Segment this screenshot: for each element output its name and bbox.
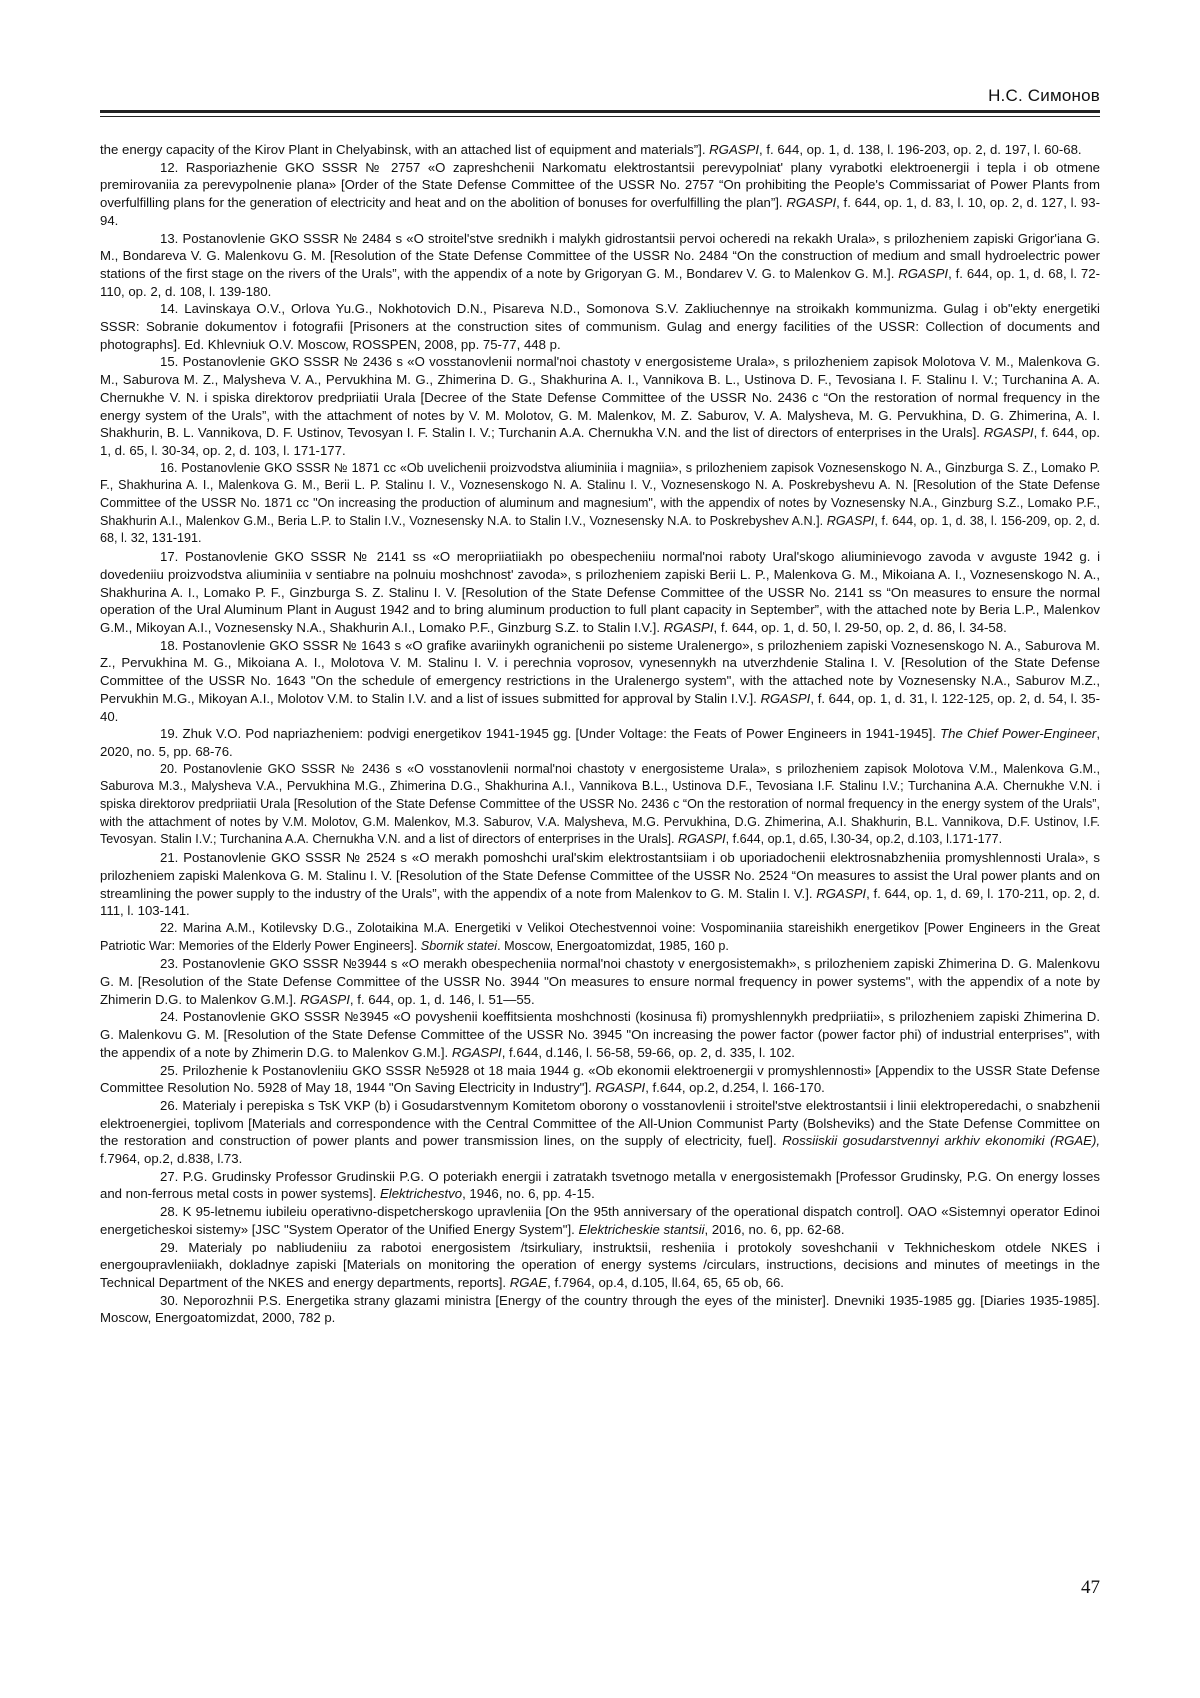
reference-list	[100, 141, 1100, 1327]
reference-item: 13. Postanovlenie GKO SSSR № 2484 s «O stroitel'stve srednikh i malykh gidrostantsii pervoi ocheredi na rekakh Urala», s prilozheniem zapiski Grigor'iana G. M., Bondareva V. G. Malenkovu G. M. [Resolution of the State Defense Committee of the USSR No. 2484 “On the construction of medium and small hydroelectric power stations of the first stage on the rivers of the Urals”, with the appendix of a note by Grigoryan G. M., Bondarev V. G. to Malenkov G. M.]. RGASPI, f. 644, op. 1, d. 68, l. 72-110, op. 2, d. 108, l. 139-180.	[100, 230, 1100, 299]
reference-item: 30. Neporozhnii P.S. Energetika strany glazami ministra [Energy of the country through the eyes of the minister]. Dnevniki 1935-1985 gg. [Diaries 1935-1985]. Moscow, Energoatomizdat, 2000, 782 p.	[100, 1292, 1100, 1326]
page-number: 47	[1081, 1577, 1100, 1598]
reference-item: 23. Postanovlenie GKO SSSR №3944 s «O merakh obespecheniia normal'noi chastoty v energosistemakh», s prilozheniem zapiski Zhimerina D. G. Malenkovu G. M. [Resolution of the State Defense Committee of the USSR No. 3944 "On measures to ensure normal frequency in power systems", with the appendix of a note by Zhimerin D.G. to Malenkov G.M.]. RGASPI, f. 644, op. 1, d. 146, l. 51—55.	[100, 956, 1100, 1007]
reference-item: 27. P.G. Grudinsky Professor Grudinskii P.G. O poteriakh energii i zatratakh tsvetnogo metalla v energosistemakh [Professor Grudinsky, P.G. On energy losses and non-ferrous metal costs in power systems]. Elektrichestvo, 1946, no. 6, pp. 4-15.	[100, 1168, 1100, 1202]
reference-item: 15. Postanovlenie GKO SSSR № 2436 s «O vosstanovlenii normal'noi chastoty v energosisteme Urala», s prilozheniem zapisok Molotova V. M., Malenkova G. M., Saburova M. Z., Malysheva V. A., Pervukhina M. G., Zhimerina D. G., Shakhurina A. I., Vannikova B. L., Ustinova D. F., Tevosiana I. F. Stalinu I. V.; Turchanina A. A. Chernukhe V. N. i spiska direktorov predpriiatii Urala [Decree of the State Defense Committee of the USSR No. 2436 c “On the restoration of normal frequency in the energy system of the Urals”, with the attachment of notes by V. M. Molotov, G. M. Malenkov, M. Z. Saburov, V. A. Malysheva, M. G. Pervukhina, D. G. Zhimerina, A. I. Shakhurin, B. L. Vannikova, D. F. Ustinov, Tevosyan I. F. Stalin I. V.; Turchanin A.A. Chernukha V.N. and the list of directors of enterprises in the Urals]. RGASPI, f. 644, op. 1, d. 65, l. 30-34, op. 2, d. 103, l. 171-177.	[100, 354, 1101, 458]
reference-item: 18. Postanovlenie GKO SSSR № 1643 s «O grafike avariinykh ogranichenii po sisteme Uralenergo», s prilozheniem zapiski Voznesenskogo N. A., Saburova M. Z., Pervukhina M. G., Mikoiana A. I., Molotova V. M. Stalinu I. V. i perechnia voprosov, vynesennykh na utverzhdenie Stalina I. V. [Resolution of the State Defense Committee of the USSR No. 1643 "On the schedule of emergency restrictions in the Uralenergo system", with the attached note by Voznesensky N.A., Saburov M.Z., Pervukhin M.G., Mikoyan A.I., Molotov V.M. to Stalin I.V. and a list of issues submitted for approval by Stalin I.V.]. RGASPI, f. 644, op. 1, d. 31, l. 122-125, op. 2, d. 54, l. 35-40.	[100, 637, 1101, 724]
reference-item: 25. Prilozhenie k Postanovleniiu GKO SSSR №5928 ot 18 maia 1944 g. «Ob ekonomii elektroenergii v promyshlennosti» [Appendix to the USSR State Defense Committee Resolution No. 5928 of May 18, 1944 "On Saving Electricity in Industry"]. RGASPI, f.644, op.2, d.254, l. 166-170.	[100, 1062, 1100, 1096]
reference-item: 12. Rasporiazhenie GKO SSSR № 2757 «O zapreshchenii Narkomatu elektrostantsii perevypolniat' plany vyrabotki elektroenergii i tepla i ob otmene premirovaniia za perevypolnenie plana» [Order of the State Defense Committee of the USSR No. 2757 “On prohibiting the People's Commissariat of Power Plants from overfulfilling plans for the generation of electricity and heat and on the abolition of bonuses for overfulfilling the plan”]. RGASPI, f. 644, op. 1, d. 83, l. 10, op. 2, d. 127, l. 93-94.	[100, 159, 1100, 228]
header-rule-thin	[100, 116, 1100, 117]
reference-item: 14. Lavinskaya O.V., Orlova Yu.G., Nokhotovich D.N., Pisareva N.D., Somonova S.V. Zakliuchennye na stroikakh kommunizma. Gulag i ob"ekty energetiki SSSR: Sobranie dokumentov i fotografii [Prisoners at the construction sites of communism. Gulag and energy facilities of the USSR: Collection of documents and photographs]. Ed. Khlevniuk O.V. Moscow, ROSSPEN, 2008, pp. 75-77, 448 p.	[100, 301, 1100, 352]
reference-item: 26. Materialy i perepiska s TsK VKP (b) i Gosudarstvennym Komitetom oborony o vosstanovlenii i stroitel'stve elektrostantsii i linii elektroperedachi, o snabzhenii elektroenergiei, toplivom [Materials and correspondence with the Central Committee of the All-Union Communist Party (Bolsheviks) and the State Defense Committee on the restoration and construction of power plants and power transmission lines, on the supply of electricity, fuel]. Rossiiskii gosudarstvennyi arkhiv ekonomiki (RGAE), f.7964, op.2, d.838, l.73.	[100, 1097, 1100, 1167]
reference-item: 19. Zhuk V.O. Pod napriazheniem: podvigi energetikov 1941-1945 gg. [Under Voltage: the Feats of Power Engineers in 1941-1945]. The Chief Power-Engineer, 2020, no. 5, pp. 68-76.	[100, 726, 1100, 759]
reference-item: 28. K 95-letnemu iubileiu operativno-dispetcherskogo upravleniia [On the 95th anniversary of the operational dispatch control]. OAO «Sistemnyi operator Edinoi energeticheskoi sistemy» [JSC "System Operator of the Unified Energy System"]. Elektricheskie stantsii, 2016, no. 6, pp. 62-68.	[100, 1204, 1100, 1237]
reference-item: 22. Marina A.M., Kotilevsky D.G., Zolotaikina M.A. Energetiki v Velikoi Otechestvennoi voine: Vospominaniia stareishikh energetikov [Power Engineers in the Great Patriotic War: Memories of the Elderly Power Engineers]. Sbornik statei. Moscow, Energoatomizdat, 1985, 160 p.	[100, 920, 1100, 953]
running-header-author: Н.С. Симонов	[988, 86, 1100, 105]
reference-item: 29. Materialy po nabliudeniiu za rabotoi energosistem /tsirkuliary, instruktsii, resheniia i protokoly soveshchanii v Tekhnicheskom otdele NKES i energoupravleniiakh, dokladnye zapiski [Materials on monitoring the operation of energy systems /circulars, instructions, decisions and minutes of meetings in the Technical Department of the NKES and energy departments, reports]. RGAE, f.7964, op.4, d.105, ll.64, 65, 65 ob, 66.	[100, 1239, 1100, 1290]
header-rule-thick	[100, 110, 1100, 113]
reference-item: 20. Postanovlenie GKO SSSR № 2436 s «O vosstanovlenii normal'noi chastoty v energosisteme Urala», s prilozheniem zapisok Molotova V.M., Malenkova G.M., Saburova M.3., Malysheva V.A., Pervukhina M.G., Zhimerina D.G., Shakhurina A.I., Vannikova B.L., Ustinova D.F., Tevosiana I.F. Stalinu I.V.; Turchanina A.A. Chernukhe V.N. i spiska direktorov predpriiatii Urala [Resolution of the State Defense Committee of the USSR No. 2436 c “On the restoration of normal frequency in the energy system of the Urals”, with the attachment of notes by V.M. Molotov, G.M. Malenkov, M.3. Saburov, V.A. Malysheva, M.G. Pervukhina, D.G. Zhimerina, A.I. Shakhurin, B.L. Vannikova, D.F. Ustinov, I.F. Tevosyan. Stalin I.V.; Turchanina A.A. Chernukha V.N. and a list of directors of enterprises in the Urals]. RGASPI, f.644, op.1, d.65, l.30-34, op.2, d.103, l.171-177.	[100, 761, 1100, 847]
reference-item: 17. Postanovlenie GKO SSSR № 2141 ss «O meropriiatiiakh po obespecheniiu normal'noi raboty Ural'skogo aliuminievogo zavoda v avguste 1942 g. i dovedeniiu proizvodstva aliuminiia v sentiabre na polnuiu moshchnost' zavoda», s prilozheniem zapiski Berii L. P., Malenkova G. M., Mikoiana A. I., Voznesenskogo N. A., Shakhurina A. I., Lomako P. F., Ginzburga S. Z. Stalinu I. V. [Resolution of the State Defense Committee of the USSR No. 2141 ss “On measures to ensure the normal operation of the Ural Aluminum Plant in August 1942 and to bring aluminum production to full plant capacity in September”, with the attached note by Beria L.P., Malenkov G.M., Mikoyan A.I., Voznesensky N.A., Shakhurin A.I., Lomako P.F., Ginzburg S.Z. to Stalin I.V.]. RGASPI, f. 644, op. 1, d. 50, l. 29-50, op. 2, d. 86, l. 34-58.	[100, 549, 1100, 635]
reference-item: the energy capacity of the Kirov Plant in Chelyabinsk, with an attached list of equipment and materials”]. RGASPI, f. 644, op. 1, d. 138, l. 196-203, op. 2, d. 197, l. 60-68.	[100, 142, 1082, 157]
reference-item: 24. Postanovlenie GKO SSSR №3945 «O povyshenii koeffitsienta moshchnosti (kosinusa fi) promyshlennykh predpriiatii», s prilozheniem zapiski Zhimerina D. G. Malenkovu G. M. [Resolution of the State Defense Committee of the USSR No. 3945 "On increasing the power factor (power factor phi) of industrial enterprises", with the appendix of a note by Zhimerin D.G. to Malenkov G.M.]. RGASPI, f.644, d.146, l. 56-58, 59-66, op. 2, d. 335, l. 102.	[100, 1009, 1100, 1060]
reference-item: 21. Postanovlenie GKO SSSR № 2524 s «O merakh pomoshchi ural'skim elektrostantsiiam i ob uporiadochenii elektrosnabzheniia promyshlennosti Urala», s prilozheniem zapiski Malenkova G. M. Stalinu I. V. [Resolution of the State Defense Committee of the USSR No. 2524 “On measures to assist the Ural power plants and on streamlining the power supply to the industry of the Urals”, with the appendix of a note from Malenkov to G. M. Stalin I. V.]. RGASPI, f. 644, op. 1, d. 69, l. 170-211, op. 2, d. 111, l. 103-141.	[100, 850, 1100, 919]
reference-item: 16. Postanovlenie GKO SSSR № 1871 cc «Ob uvelichenii proizvodstva aliuminiia i magniia», s prilozheniem zapisok Voznesenskogo N. A., Ginzburga S. Z., Lomako P. F., Shakhurina A. I., Malenkova G. M., Berii L. P. Stalinu I. V., Voznesenskogo N. A. Stalinu I. V., Voznesenskogo N. A. Poskrebyshevu A. N. [Resolution of the State Defense Committee of the USSR No. 1871 cc "On increasing the production of aluminum and magnesium", with the appendix of notes by Voznesensky N.A., Ginzburg S.Z., Lomako P.F., Shakhurin A.I., Malenkov G.M., Beria L.P. to Stalin I.V., Voznesensky N.A. to Stalin I.V., Voznesensky N.A. to Poskrebyshev A.N.]. RGASPI, f. 644, op. 1, d. 38, l. 156-209, op. 2, d. 68, l. 32, 131-191.	[100, 460, 1100, 546]
